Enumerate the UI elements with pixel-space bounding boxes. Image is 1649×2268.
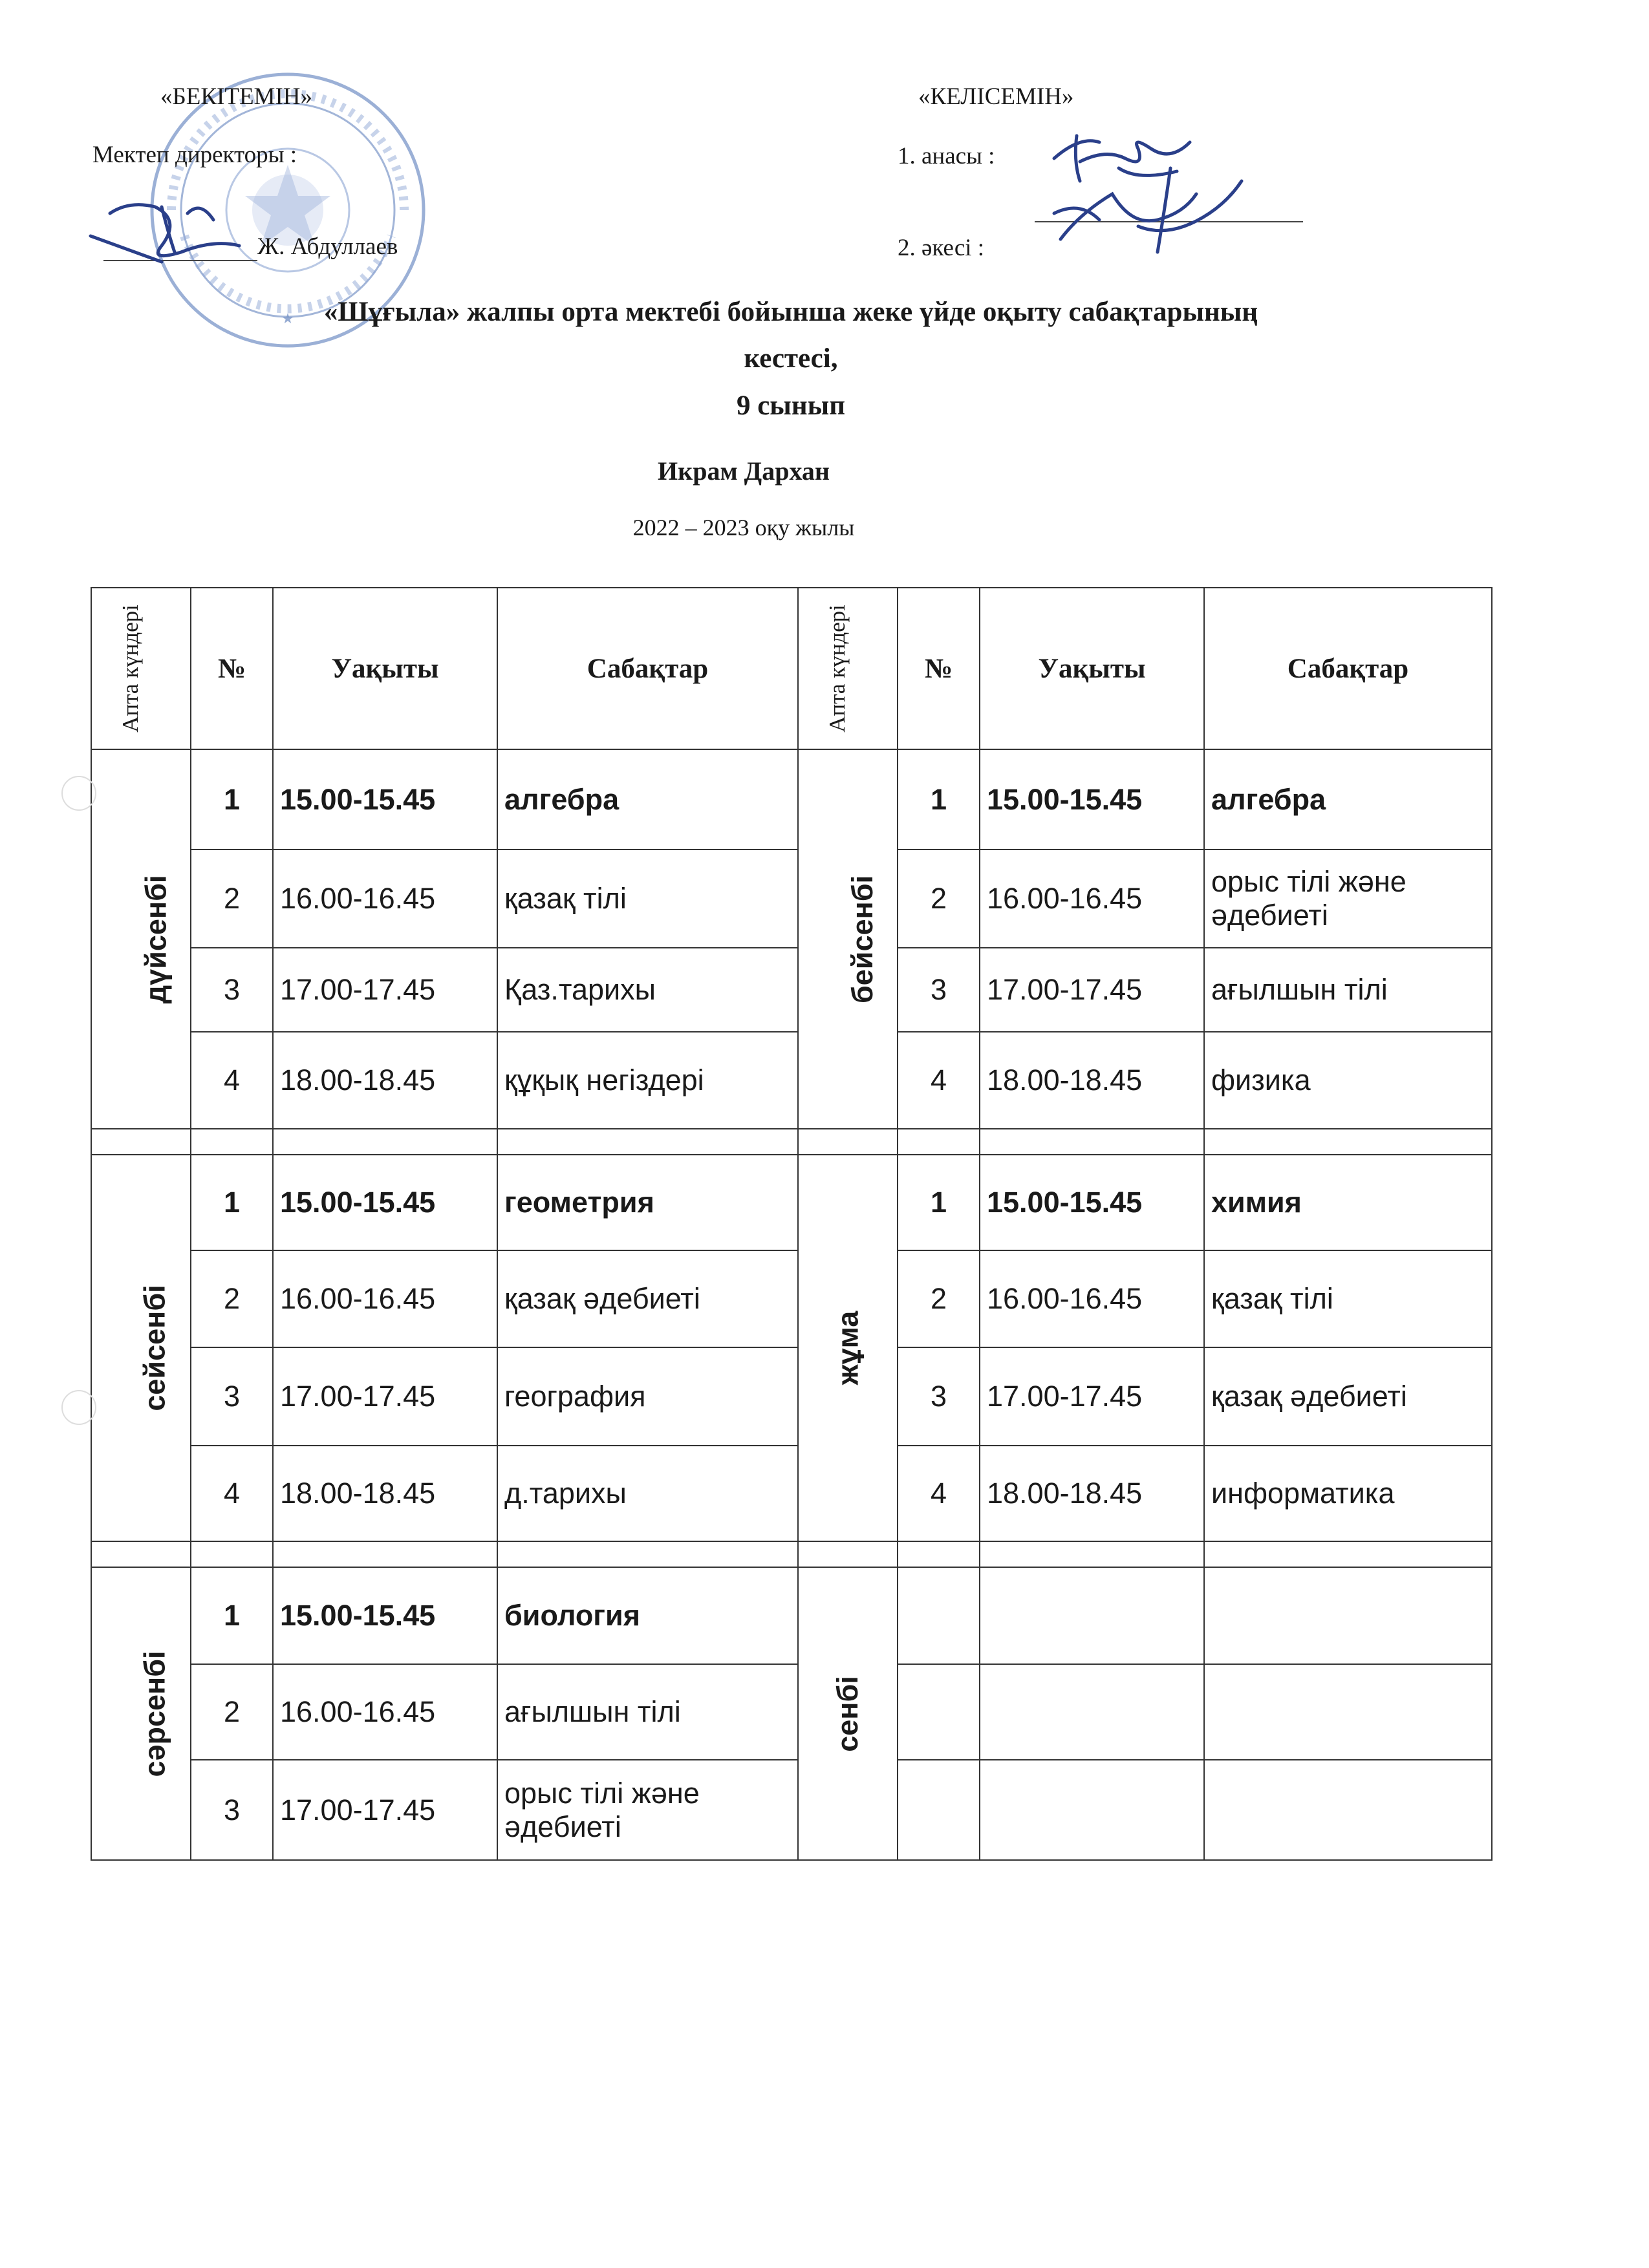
lesson-number: 2	[898, 1250, 980, 1347]
director-signature	[84, 175, 291, 272]
lesson-number: 4	[898, 1446, 980, 1541]
director-name: Ж. Абдуллаев	[257, 233, 398, 260]
mother-label: 1. анасы :	[898, 143, 995, 169]
table-row	[91, 1347, 1492, 1446]
lesson-time: 17.00-17.45	[273, 1347, 497, 1446]
approve-heading: «БЕКІТЕМІН»	[160, 83, 312, 110]
lesson-subject	[1204, 1664, 1492, 1760]
lesson-number: 2	[191, 1664, 273, 1760]
lesson-subject: алгебра	[1204, 749, 1492, 850]
lesson-subject: ағылшын тілі	[1204, 948, 1492, 1032]
day-cell-right: бейсенбі	[798, 749, 898, 1129]
lesson-subject: орыс тілі және әдебиеті	[1204, 850, 1492, 948]
lesson-number: 2	[191, 850, 273, 948]
header-subject-right: Сабақтар	[1204, 588, 1492, 749]
day-cell-right: жұма	[798, 1155, 898, 1541]
header-time-right: Уақыты	[980, 588, 1204, 749]
lesson-time: 16.00-16.45	[273, 850, 497, 948]
lesson-time: 15.00-15.45	[980, 749, 1204, 850]
lesson-number: 1	[191, 1155, 273, 1250]
lesson-subject: д.тарихы	[497, 1446, 798, 1541]
student-name: Икрам Дархан	[658, 456, 830, 486]
school-year: 2022 – 2023 оқу жылы	[632, 515, 855, 540]
lesson-subject	[1204, 1760, 1492, 1860]
lesson-time	[980, 1664, 1204, 1760]
lesson-time: 18.00-18.45	[273, 1446, 497, 1541]
table-row	[91, 1250, 1492, 1347]
lesson-subject: алгебра	[497, 749, 798, 850]
table-header-row	[91, 588, 1492, 749]
lesson-subject: қазақ әдебиеті	[1204, 1347, 1492, 1446]
schedule-table	[91, 587, 1493, 1861]
header-time-left: Уақыты	[273, 588, 497, 749]
spacer-row	[91, 1129, 1492, 1155]
lesson-subject: геометрия	[497, 1155, 798, 1250]
lesson-subject: орыс тілі және әдебиеті	[497, 1760, 798, 1860]
day-cell-left: сәрсенбі	[91, 1567, 191, 1860]
lesson-number: 3	[191, 948, 273, 1032]
svg-text:★: ★	[281, 310, 294, 326]
header-num-left: №	[191, 588, 273, 749]
lesson-time: 16.00-16.45	[273, 1664, 497, 1760]
lesson-time: 17.00-17.45	[980, 1347, 1204, 1446]
lesson-subject: информатика	[1204, 1446, 1492, 1541]
day-cell-left: сейсенбі	[91, 1155, 191, 1541]
lesson-number: 3	[191, 1347, 273, 1446]
table-row	[91, 749, 1492, 850]
lesson-time: 18.00-18.45	[980, 1032, 1204, 1129]
lesson-number	[898, 1567, 980, 1664]
class-label: 9 сынып	[736, 390, 846, 421]
father-signature	[1041, 155, 1255, 272]
header-day-right: Апта күндері	[798, 588, 898, 749]
header-num-right: №	[898, 588, 980, 749]
lesson-number: 3	[898, 948, 980, 1032]
lesson-time: 17.00-17.45	[273, 948, 497, 1032]
father-label: 2. әкесі :	[898, 235, 985, 261]
lesson-number: 1	[898, 749, 980, 850]
table-row	[91, 1760, 1492, 1860]
lesson-number: 4	[898, 1032, 980, 1129]
lesson-subject: құқық негіздері	[497, 1032, 798, 1129]
lesson-subject	[1204, 1567, 1492, 1664]
lesson-subject: ағылшын тілі	[497, 1664, 798, 1760]
lesson-time: 16.00-16.45	[980, 850, 1204, 948]
table-row	[91, 1567, 1492, 1664]
lesson-time: 16.00-16.45	[980, 1250, 1204, 1347]
header-day-left: Апта күндері	[91, 588, 191, 749]
table-row	[91, 1446, 1492, 1541]
lesson-subject: география	[497, 1347, 798, 1446]
agree-heading: «КЕЛІСЕМІН»	[918, 83, 1074, 110]
day-cell-left: дүйсенбі	[91, 749, 191, 1129]
document-title-line1: «Шұғыла» жалпы орта мектебі бойынша жеке үйде оқыту сабақтарының	[323, 297, 1258, 327]
lesson-subject: биология	[497, 1567, 798, 1664]
lesson-number	[898, 1664, 980, 1760]
table-row	[91, 1032, 1492, 1129]
lesson-number: 4	[191, 1446, 273, 1541]
lesson-time: 16.00-16.45	[273, 1250, 497, 1347]
lesson-time	[980, 1567, 1204, 1664]
lesson-number: 1	[191, 1567, 273, 1664]
lesson-time: 15.00-15.45	[980, 1155, 1204, 1250]
lesson-time: 18.00-18.45	[273, 1032, 497, 1129]
table-row	[91, 948, 1492, 1032]
punch-hole-mark	[61, 776, 96, 811]
table-row	[91, 1664, 1492, 1760]
lesson-number	[898, 1760, 980, 1860]
lesson-time: 18.00-18.45	[980, 1446, 1204, 1541]
lesson-number: 4	[191, 1032, 273, 1129]
lesson-number: 3	[898, 1347, 980, 1446]
lesson-subject: қазақ тілі	[497, 850, 798, 948]
lesson-time: 15.00-15.45	[273, 749, 497, 850]
lesson-subject: қазақ тілі	[1204, 1250, 1492, 1347]
punch-hole-mark	[61, 1390, 96, 1425]
lesson-time: 17.00-17.45	[273, 1760, 497, 1860]
lesson-time: 15.00-15.45	[273, 1567, 497, 1664]
table-row	[91, 850, 1492, 948]
table-row	[91, 1155, 1492, 1250]
spacer-row	[91, 1541, 1492, 1567]
lesson-time: 15.00-15.45	[273, 1155, 497, 1250]
lesson-time	[980, 1760, 1204, 1860]
lesson-subject: Қаз.тарихы	[497, 948, 798, 1032]
document-title-line2: кестесі,	[744, 343, 838, 374]
lesson-time: 17.00-17.45	[980, 948, 1204, 1032]
director-label: Мектеп директоры :	[92, 142, 297, 168]
lesson-subject: қазақ әдебиеті	[497, 1250, 798, 1347]
lesson-number: 2	[191, 1250, 273, 1347]
lesson-number: 2	[898, 850, 980, 948]
lesson-subject: физика	[1204, 1032, 1492, 1129]
lesson-number: 1	[898, 1155, 980, 1250]
header-subject-left: Сабақтар	[497, 588, 798, 749]
day-cell-right: сенбі	[798, 1567, 898, 1860]
lesson-subject: химия	[1204, 1155, 1492, 1250]
lesson-number: 3	[191, 1760, 273, 1860]
lesson-number: 1	[191, 749, 273, 850]
